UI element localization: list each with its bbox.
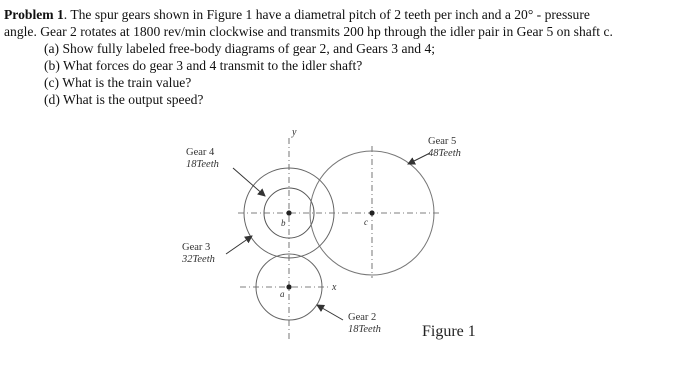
gear-2-teeth: 18Teeth	[348, 324, 381, 335]
part-d: (d) What is the output speed?	[44, 92, 204, 107]
part-c: (c) What is the train value?	[44, 75, 192, 90]
part-b: (b) What forces do gear 3 and 4 transmit to the idler shaft?	[44, 58, 363, 73]
gear-5-teeth: 48Teeth	[428, 148, 461, 159]
part-a: (a) Show fully labeled free-body diagrams of gear 2, and Gears 3 and 4;	[44, 41, 436, 56]
gear-5-caption	[428, 136, 461, 160]
x-axis-label: x	[332, 282, 337, 293]
gear-4-teeth: 18Teeth	[186, 159, 219, 170]
problem-line-1-text: . The spur gears shown in Figure 1 have a diametral pitch of 2 teeth per inch and a 20° - pressure	[63, 7, 590, 22]
point-b-label: b	[281, 218, 286, 228]
point-a-label: a	[280, 289, 285, 299]
gear-5-leader-arrow	[408, 153, 430, 164]
y-axis-label: y	[292, 127, 297, 138]
gear-4-caption	[186, 147, 219, 171]
shaft-b-dot	[286, 210, 291, 215]
problem-label: Problem 1	[4, 7, 64, 22]
shaft-a-dot	[286, 284, 291, 289]
gear-2-leader-arrow	[317, 305, 343, 320]
gear-5-name: Gear 5	[428, 136, 457, 147]
gear-3-caption	[182, 242, 215, 266]
gear-2-caption	[348, 312, 381, 336]
problem-line-2: angle. Gear 2 rotates at 1800 rev/min clockwise and transmits 200 hp through the idler pair in Gear 5 on shaft c.	[4, 24, 613, 39]
gear-3-name: Gear 3	[182, 242, 211, 253]
gear-2-name: Gear 2	[348, 312, 377, 323]
point-c-label: c	[364, 217, 368, 227]
gear-3-leader-arrow	[226, 236, 252, 254]
gear-4-name: Gear 4	[186, 147, 215, 158]
shaft-c-dot	[369, 210, 374, 215]
figure-caption: Figure 1	[422, 323, 476, 340]
gear-3-teeth: 32Teeth	[182, 254, 215, 265]
